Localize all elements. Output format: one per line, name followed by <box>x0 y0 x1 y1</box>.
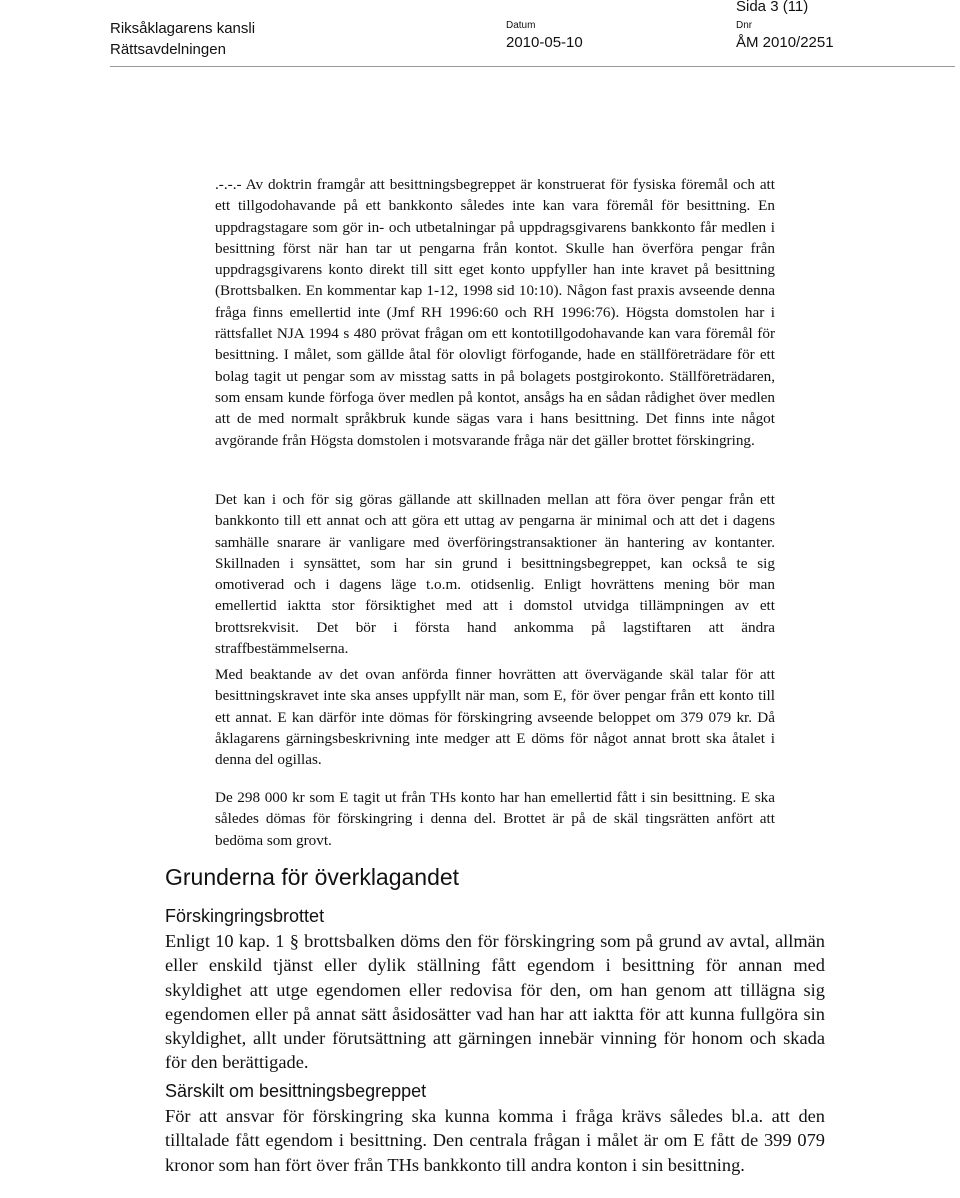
dept-name: Rättsavdelningen <box>110 41 226 58</box>
page-number: Sida 3 (11) <box>736 0 809 15</box>
quote-paragraph-4 <box>215 787 775 851</box>
quote-text: .-.-.- Av doktrin framgår att besittningsbegreppet är konstruerat för fysiska föremål och att ett tillgodohavande på ett bankkonto således inte kan vara föremål för besittning. En uppdragstagare som gör in- och utbetalningar på uppdragsgivarens bankkonto får medlen i besittning först när han tar ut pengarna från kontot. Skulle han överföra pengar från uppdragsgivarens konto direkt till sitt eget konto uppfyller han inte kravet på besittning (Brottsbalken. En kommentar kap 1-12, 1998 sid 10:10). Någon fast praxis avseende denna fråga finns emellertid inte (Jmf RH 1996:60 och RH 1996:76). Högsta domstolen har i rättsfallet NJA 1994 s 480 prövat frågan om ett kontotillgodohavande kan vara föremål för besittning. I målet, som gällde åtal för olovligt förfogande, hade en ställföreträdare för ett bolag tagit ut pengar som av misstag satts in på bolagets postgirokonto. Ställföreträdaren, som ensam kunde förfoga över medlen på kontot, ansågs ha en sådan rådighet över medlen att de med normalt språkbruk kunde sägas vara i hans besittning. Det finns inte något avgörande från Högsta domstolen i motsvarande fråga när det gäller brottet förskingring. <box>215 176 775 449</box>
subheading-forskingringsbrottet: Förskingringsbrottet <box>165 906 325 926</box>
quote-text: Det kan i och för sig göras gällande att skillnaden mellan att föra över pengar från ett bankkonto till ett annat och att göra ett uttag av pengarna är minimal och att det i dagens samhälle snarare är vanligare med överföringstransaktioner än hantering av kontanter. Skillnaden i synsättet, som har sin grund i besittningsbegreppet, kan också te sig omotiverad och i dagens läge t.o.m. otidsenlig. Enligt hovrättens mening bör man emellertid iaktta stor försiktighet med att i domstol utvidga tillämpningen av ett brottsrekvisit. Det bör i första hand ankomma på lagstiftaren att ändra straffbestämmelserna. <box>215 491 775 658</box>
subheading-besittningsbegreppet: Särskilt om besittningsbegreppet <box>165 1081 427 1101</box>
header-dnr-block <box>736 20 834 53</box>
header-organization <box>110 18 255 60</box>
quote-paragraph-3 <box>215 664 775 770</box>
quote-text: De 298 000 kr som E tagit ut från THs konto har han emellertid fått i sin besittning. E ska således dömas för förskingring i denna del. Brottet är på de skäl tingsrätten anfört att bedöma som grovt. <box>215 789 775 849</box>
date-label: Datum <box>506 20 536 31</box>
page-header <box>0 0 960 70</box>
header-date-block <box>506 20 583 53</box>
quote-paragraph-1 <box>215 174 775 451</box>
org-name: Riksåklagarens kansli <box>110 20 256 37</box>
body-paragraph-1: Enligt 10 kap. 1 § brottsbalken döms den för förskingring som på grund av avtal, allmän eller enskild tjänst eller dylik ställning fått egendom i besittning för annan med skyldighet att utge egendomen eller redovisa för den, om han genom att tillägna sig egendomen eller på annat sätt åsidosätter vad han har att iaktta för att kunna fullgöra sin skyldighet, allt under förutsättning att gärningen innebär vinning för honom och skada för den berättigade. <box>165 931 825 1073</box>
dnr-value: ÅM 2010/2251 <box>736 34 834 51</box>
quote-text: Med beaktande av det ovan anförda finner hovrätten att övervägande skäl talar för att besittningskravet inte ska anses uppfyllt när man, som E, för över pengar från ett konto till ett annat. E kan därför inte dömas för förskingring avseende beloppet om 379 079 kr. Då åklagarens gärningsbeskrivning inte medger att E döms för något annat brott ska åtalet i denna del ogillas. <box>215 666 775 769</box>
section-heading: Grunderna för överklagandet <box>165 864 460 890</box>
body-paragraph-2: För att ansvar för förskingring ska kunna komma i fråga krävs således bl.a. att den tilltalade fått egendom i besittning. Den centrala frågan i målet är om E fått de 399 079 kronor som han fört över från THs bankkonto till andra konton i sin besittning. <box>165 1106 825 1175</box>
dnr-label: Dnr <box>736 20 753 31</box>
quote-paragraph-2 <box>215 489 775 659</box>
header-divider <box>110 66 955 67</box>
date-value: 2010-05-10 <box>506 34 583 51</box>
